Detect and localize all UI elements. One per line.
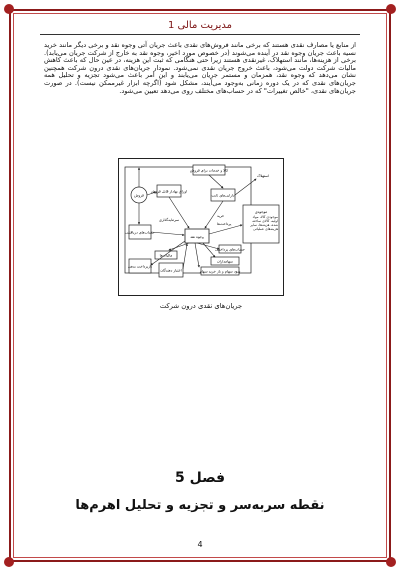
corner-ornament-top-right [386, 4, 396, 14]
taxes-label: مالیات‌ها [159, 253, 173, 258]
diagram-canvas [119, 159, 285, 297]
page-number: 4 [197, 540, 203, 549]
purchases-label: خرید [217, 214, 225, 218]
header-rule [40, 34, 360, 35]
securities-label: اوراق بهادار قابل فروش [150, 189, 188, 194]
paragraph-text: از منابع یا مصارف نقدی هستند که برخی مانند فروش‌های نقدی باعث جریان آتی وجوه نقد و برخی دیگر مانند خرید نسیه باعث جریان وجوه نقد در آینده می‌شوند (در خصوص مورد اخیر، وجوه نقد به خارج از شرکت جریان می‌یابد). برخی از هزینه‌ها، مانند استهلاک، غیرنقدی هستند زیرا حتی هنگامی که ثبت این هزینه، در عین حال که باعث کاهش مالیات شرکت دولت می‌شود، باعث خروج جریان نقدی نمی‌شود. نمودار جریان‌های نقدی درون شرکت همچنین نشان می‌دهد که وجوه نقد، همزمان و مستمر جریان می‌یابند و این امر باعث می‌شود تجزیه و تحلیل همه جریان‌های نقدی که در یک دوره زمانی به‌وجود می‌آیند، مشکل شود (اگرچه ابزار غیرممکن نیست). در صورت جریان‌های نقدی، "خالص تغییرات" که در حساب‌های مختلف روی می‌دهد تعیین می‌شود. [44, 41, 356, 95]
depreciation-label: استهلاک [257, 174, 270, 178]
chapter-heading: فصل 5 [174, 470, 226, 486]
corner-ornament-bottom-right [386, 557, 396, 567]
running-header: مدیریت مالی 1 [167, 20, 233, 31]
stockholders-label: سهامداران [217, 259, 233, 264]
capital-label: سرمایه‌گذاری [159, 218, 180, 222]
corner-ornament-top-left [4, 4, 14, 14]
inventory-label: موجودی [254, 210, 268, 214]
dividends-label: سود سهام و باز خرید سهام [199, 269, 241, 274]
chapter-title: نقطه سربه‌سر و تجزیه و تحلیل اهرم‌ها [75, 498, 325, 513]
lenders-label: اعتبار دهندگان [160, 268, 182, 273]
payments-label: پرداخت‌ها [217, 222, 232, 226]
inventory-list-holder [244, 215, 278, 243]
receivables-label: حساب‌های دریافتنی [125, 230, 155, 235]
debt-label: بازپرداخت بدهی [127, 264, 153, 269]
fixed-assets-label: دارایی‌های ثابت [211, 193, 235, 198]
cash-label: وجوه نقد [190, 235, 204, 239]
inventory-list: موجودی کالا، مواد اولیه، کالای ساخته شده، هزینه‌ها، سایر هزینه‌های عملیاتی [250, 215, 278, 231]
goods-services-label: کالا و خدمات برای فروش [189, 168, 229, 173]
cash-flow-diagram [118, 158, 284, 296]
sales-label: فروش [134, 193, 144, 198]
payables-label: حساب‌های پرداختنی [215, 247, 245, 252]
corner-ornament-bottom-left [4, 557, 14, 567]
body-paragraph [44, 42, 356, 95]
figure-caption: جریان‌های نقدی درون شرکت [159, 302, 243, 310]
